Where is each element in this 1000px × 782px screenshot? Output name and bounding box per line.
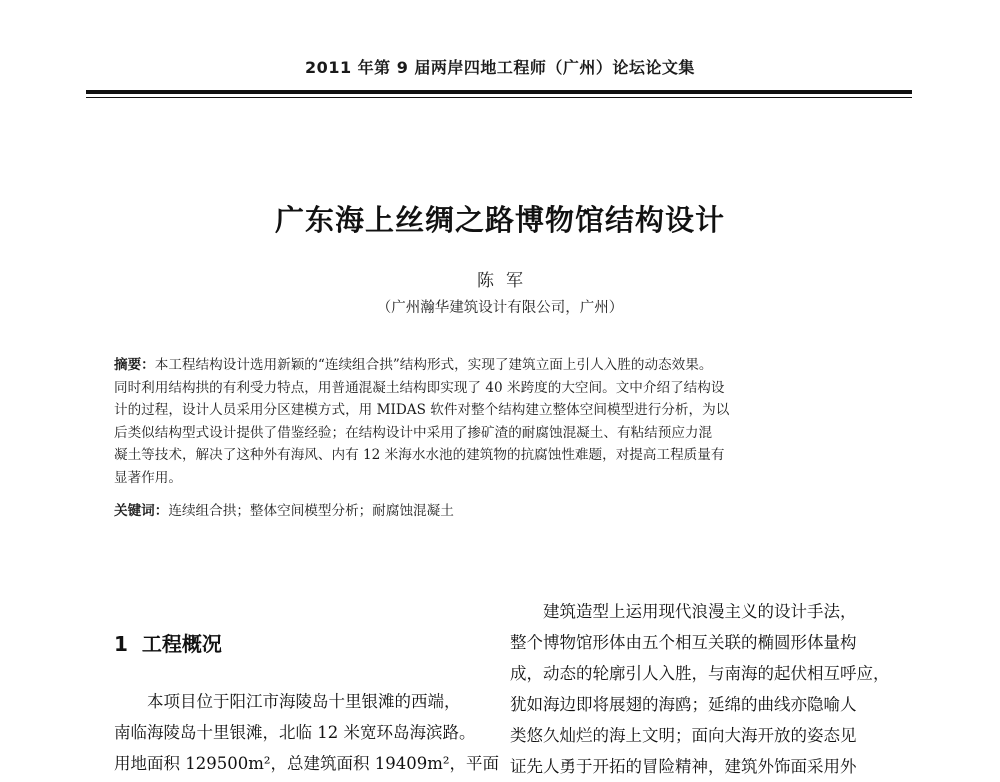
section-number: 1: [114, 632, 128, 656]
keywords-label: 关键词：: [114, 503, 169, 519]
body-line: 犹如海边即将展翅的海鸥；延绵的曲线亦隐喻人: [510, 695, 857, 714]
running-header: 2011 年第 9 届两岸四地工程师（广州）论坛论文集: [305, 58, 695, 77]
left-column-body: [114, 686, 499, 779]
right-column-body: [510, 596, 910, 782]
body-line: 建筑造型上运用现代浪漫主义的设计手法，: [543, 602, 857, 621]
section-title: 工程概况: [141, 632, 222, 656]
abstract-line: 同时利用结构拱的有利受力特点，用普通混凝土结构即实现了 40 米跨度的大空间。文中介绍了结构设: [114, 379, 725, 396]
body-line: 南临海陵岛十里银滩，北临 12 米宽环岛海滨路。: [114, 723, 476, 742]
body-line: 用地面积 129500m²，总建筑面积 19409m²，平面: [114, 754, 499, 773]
header-rule-thin: [86, 97, 912, 98]
section-heading: [114, 628, 222, 657]
author-affiliation: （广州瀚华建筑设计有限公司，广州）: [376, 300, 624, 316]
body-line: 成，动态的轮廓引人入胜，与南海的起伏相互呼应，: [510, 664, 890, 683]
body-line: 证先人勇于开拓的冒险精神，建筑外饰面采用外: [510, 757, 857, 776]
header-rule-thick: [86, 90, 912, 94]
keywords: [114, 500, 886, 522]
body-line: 整个博物馆形体由五个相互关联的椭圆形体量构: [510, 633, 857, 652]
abstract-label: 摘要：: [114, 357, 155, 373]
abstract-line: 凝土等技术，解决了这种外有海风、内有 12 米海水水池的建筑物的抗腐蚀性难题，对提高工程质量有: [114, 447, 725, 463]
abstract-line: 显著作用。: [114, 469, 182, 486]
keywords-text: 连续组合拱；整体空间模型分析；耐腐蚀混凝土: [168, 503, 454, 519]
body-line: 类悠久灿烂的海上文明；面向大海开放的姿态见: [510, 726, 857, 745]
abstract-line: 计的过程，设计人员采用分区建模方式，用 MIDAS 软件对整个结构建立整体空间模型进行分析，为以: [114, 402, 730, 418]
author-name: 陈军: [477, 271, 535, 291]
abstract-line: 后类似结构型式设计提供了借鉴经验；在结构设计中采用了掺矿渣的耐腐蚀混凝土、有粘结预应力混: [114, 424, 713, 441]
paper-title: 广东海上丝绸之路博物馆结构设计: [274, 203, 725, 237]
body-line: 本项目位于阳江市海陵岛十里银滩的西端，: [147, 692, 461, 711]
abstract-line: [114, 354, 886, 377]
abstract: [114, 354, 886, 489]
abstract-text: 本工程结构设计选用新颖的“连续组合拱”结构形式，实现了建筑立面上引人入胜的动态效果。: [154, 357, 713, 373]
